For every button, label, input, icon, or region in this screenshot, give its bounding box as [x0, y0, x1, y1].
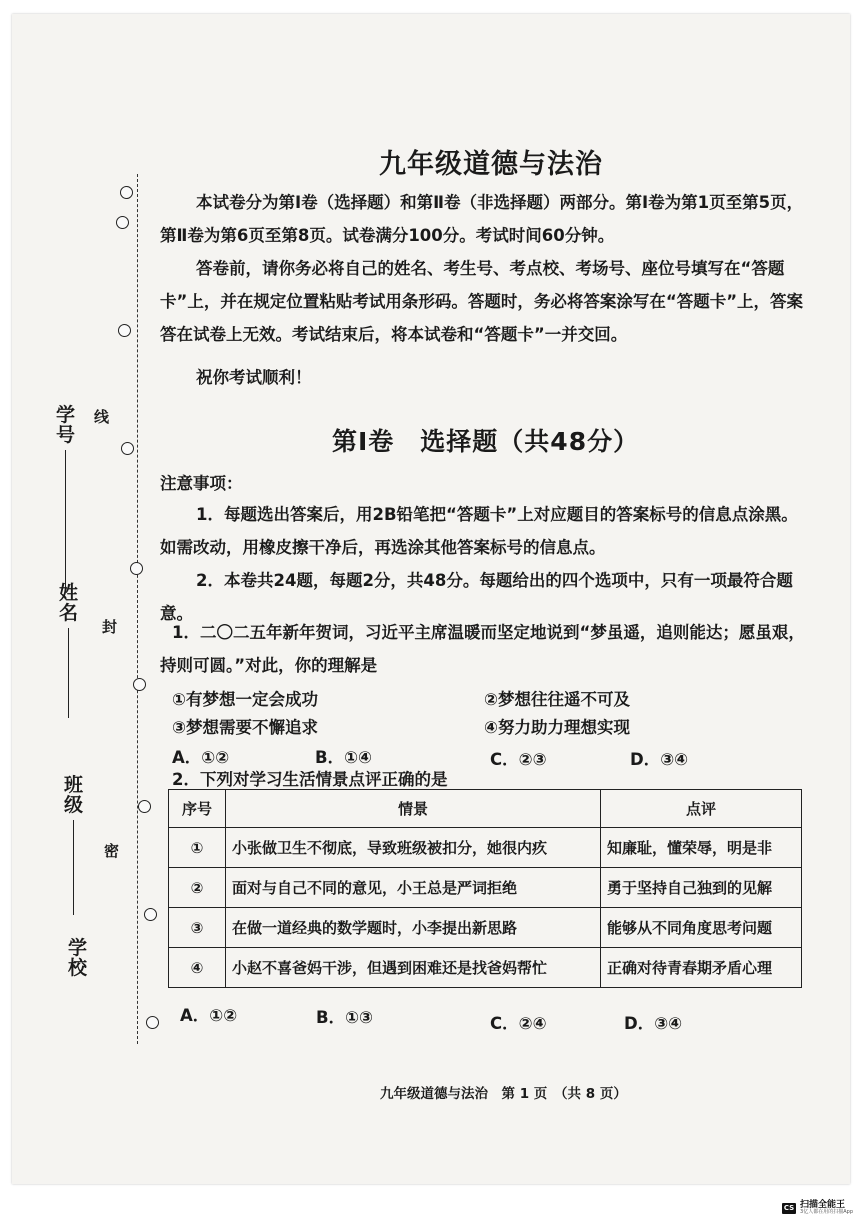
q2-option-c: C．②④ [490, 1014, 547, 1033]
row-comment: 勇于坚持自己独到的见解 [601, 868, 802, 908]
binding-hole [121, 442, 134, 455]
binding-hole [144, 908, 157, 921]
q2-stem: 2．下列对学习生活情景点评正确的是 [172, 770, 448, 789]
exam-page [12, 14, 850, 1184]
watermark-name: 扫描全能王 [800, 1200, 846, 1210]
header-scene: 情景 [226, 790, 601, 828]
table-row [169, 908, 802, 948]
name-underline [68, 628, 69, 718]
q1-statement-2: ②梦想往往遥不可及 [484, 690, 630, 709]
scanner-watermark [782, 1201, 853, 1215]
row-scene: 面对与自己不同的意见，小王总是严词拒绝 [226, 868, 601, 908]
row-number: ④ [169, 948, 226, 988]
binding-hole [133, 678, 146, 691]
q1-option-d: D．③④ [630, 750, 689, 769]
binding-hole [130, 562, 143, 575]
section-title: 第Ⅰ卷 选择题（共48分） [332, 427, 640, 456]
header-comment: 点评 [601, 790, 802, 828]
q2-option-d: D．③④ [624, 1014, 683, 1033]
class-label: 班 级 [64, 774, 84, 816]
row-comment: 正确对待青春期矛盾心理 [601, 948, 802, 988]
row-number: ① [169, 828, 226, 868]
class-field [64, 776, 83, 915]
good-luck-text: 祝你考试顺利！ [196, 368, 312, 387]
school-field [68, 939, 87, 979]
row-scene: 小赵不喜爸妈干涉，但遇到困难还是找爸妈帮忙 [226, 948, 601, 988]
row-number: ③ [169, 908, 226, 948]
notice-2: 2．本卷共24题，每题2分，共48分。每题给出的四个选项中，只有一项最符合题意。 [160, 571, 793, 623]
table-header-row [169, 790, 802, 828]
q1-statement-1: ①有梦想一定会成功 [172, 690, 318, 709]
binding-dashed-line [137, 174, 138, 1044]
intro-paragraph-1: 本试卷分为第Ⅰ卷（选择题）和第Ⅱ卷（非选择题）两部分。第Ⅰ卷为第1页至第5页，第Ⅱ卷为第6页至第8页。试卷满分100分。考试时间60分钟。 [160, 193, 804, 245]
q1-stem: 1．二〇二五年新年贺词，习近平主席温暖而坚定地说到“梦虽遥，追则能达；愿虽艰，持则可圆。”对此，你的理解是 [160, 623, 805, 675]
binding-hole [146, 1016, 159, 1029]
name-label: 姓 名 [59, 582, 79, 624]
q1-statement-3: ③梦想需要不懈追求 [172, 718, 318, 737]
school-label: 学 校 [68, 937, 88, 979]
name-field [59, 584, 78, 718]
q1-option-c: C．②③ [490, 750, 547, 769]
seal-mark-mi: 密 [104, 842, 120, 860]
table-row [169, 868, 802, 908]
watermark-subtitle: 3亿人都在用的扫描App [800, 1209, 853, 1215]
camscanner-logo-icon: CS [783, 1203, 795, 1212]
table-row [169, 828, 802, 868]
row-scene: 小张做卫生不彻底，导致班级被扣分，她很内疚 [226, 828, 601, 868]
page-footer: 九年级道德与法治 第 1 页 （共 8 页） [380, 1086, 627, 1102]
q1-option-a: A．①② [172, 748, 230, 767]
q2-option-b: B．①③ [316, 1008, 374, 1027]
intro-paragraph-2: 答卷前，请你务必将自己的姓名、考生号、考点校、考场号、座位号填写在“答题卡”上，并在规定位置粘贴考试用条形码。答题时，务必将答案涂写在“答题卡”上，答案答在试卷上无效。考试结束后，将本试卷和“答题卡”一并交回。 [160, 259, 804, 344]
binding-hole [118, 324, 131, 337]
row-scene: 在做一道经典的数学题时，小李提出新思路 [226, 908, 601, 948]
class-underline [73, 820, 74, 915]
q1-option-b: B．①④ [315, 748, 373, 767]
q2-option-a: A．①② [180, 1006, 238, 1025]
row-comment: 能够从不同角度思考问题 [601, 908, 802, 948]
header-number: 序号 [169, 790, 226, 828]
seal-mark-xian: 线 [94, 408, 110, 426]
student-id-label: 学 号 [56, 404, 76, 446]
row-comment: 知廉耻，懂荣辱，明是非 [601, 828, 802, 868]
table-row [169, 948, 802, 988]
q1-statement-4: ④努力助力理想实现 [484, 718, 630, 737]
student-id-field [56, 406, 75, 590]
row-number: ② [169, 868, 226, 908]
binding-hole [138, 800, 151, 813]
binding-hole [116, 216, 129, 229]
exam-title: 九年级道德与法治 [379, 149, 603, 180]
notice-1: 1．每题选出答案后，用2B铅笔把“答题卡”上对应题目的答案标号的信息点涂黑。如需改动，用橡皮擦干净后，再选涂其他答案标号的信息点。 [160, 505, 798, 557]
q2-scenario-table [168, 789, 802, 988]
binding-hole [120, 186, 133, 199]
student-id-underline [65, 450, 66, 590]
notice-heading: 注意事项： [160, 474, 243, 493]
seal-mark-feng: 封 [102, 618, 118, 636]
